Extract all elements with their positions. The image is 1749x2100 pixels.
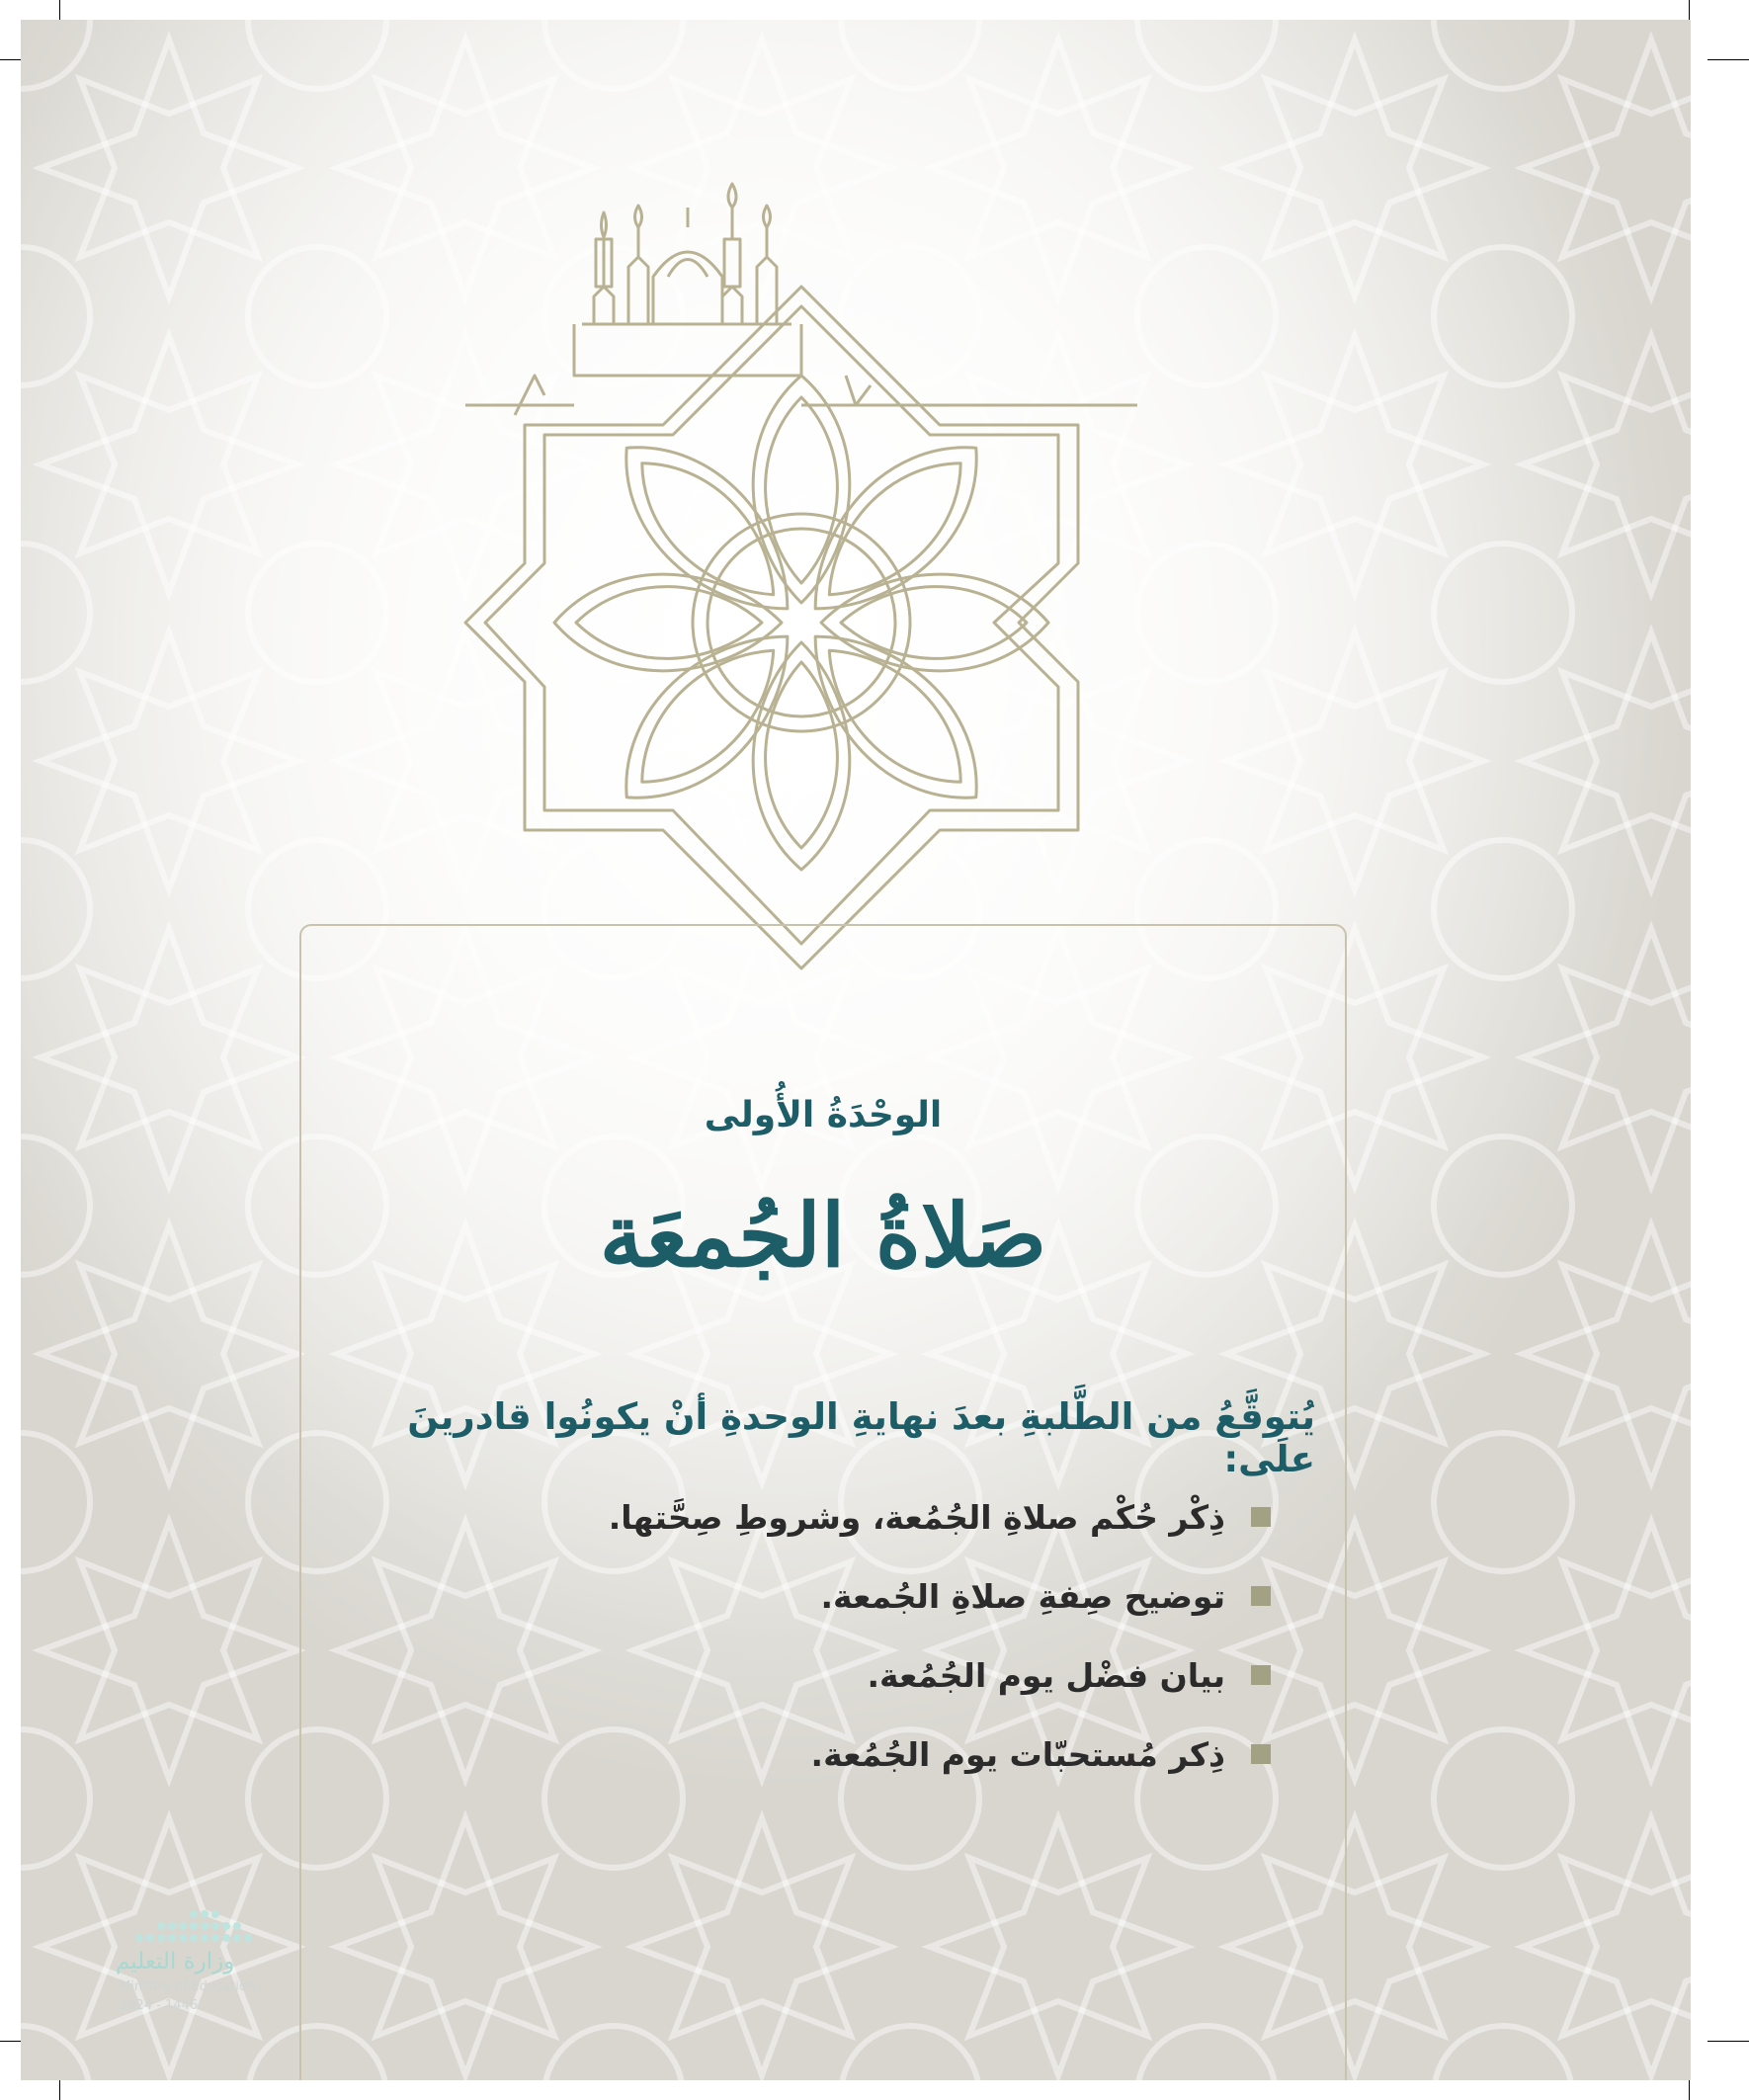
outcomes-intro: يُتوقَّعُ من الطَّلبةِ بعدَ نهايةِ الوحدةِ أنْ يكونُوا قادرينَ علَى:: [407, 1395, 1315, 1480]
square-bullet-icon: [1251, 1586, 1271, 1606]
outcome-text: ذِكر مُستحبّات يوم الجُمُعة.: [810, 1734, 1225, 1774]
logo-year: 2024 - 1446: [120, 1998, 199, 2013]
mosque-icon: [515, 184, 871, 415]
square-bullet-icon: [1251, 1744, 1271, 1764]
crop-mark: [1707, 59, 1749, 60]
list-item: [381, 1556, 1271, 1636]
mosque-star-emblem: [456, 148, 1147, 1018]
outcome-text: توضيح صِفةِ صلاةِ الجُمعة.: [820, 1576, 1225, 1616]
page: [21, 20, 1691, 2080]
crop-mark: [1707, 2041, 1749, 2042]
square-bullet-icon: [1251, 1665, 1271, 1685]
unit-subtitle: الوحْدَةُ الأُولى: [704, 1095, 943, 1135]
list-item: [381, 1715, 1271, 1794]
ministry-logo-icon: [100, 1902, 278, 2051]
outcome-text: ذِكْر حُكْم صلاةِ الجُمُعة، وشروطِ صِحَّتها.: [608, 1497, 1225, 1537]
list-item: [381, 1477, 1271, 1556]
outcomes-list: [381, 1477, 1271, 1794]
logo-name-en: Ministry of Education: [120, 1979, 256, 1994]
logo-name-ar: وزارة التعليم: [116, 1949, 235, 1974]
outcome-text: بيان فضْل يوم الجُمُعة.: [867, 1655, 1225, 1695]
list-item: [381, 1636, 1271, 1715]
unit-title: صَلاةُ الجُمعَة: [599, 1184, 1047, 1287]
square-bullet-icon: [1251, 1507, 1271, 1527]
